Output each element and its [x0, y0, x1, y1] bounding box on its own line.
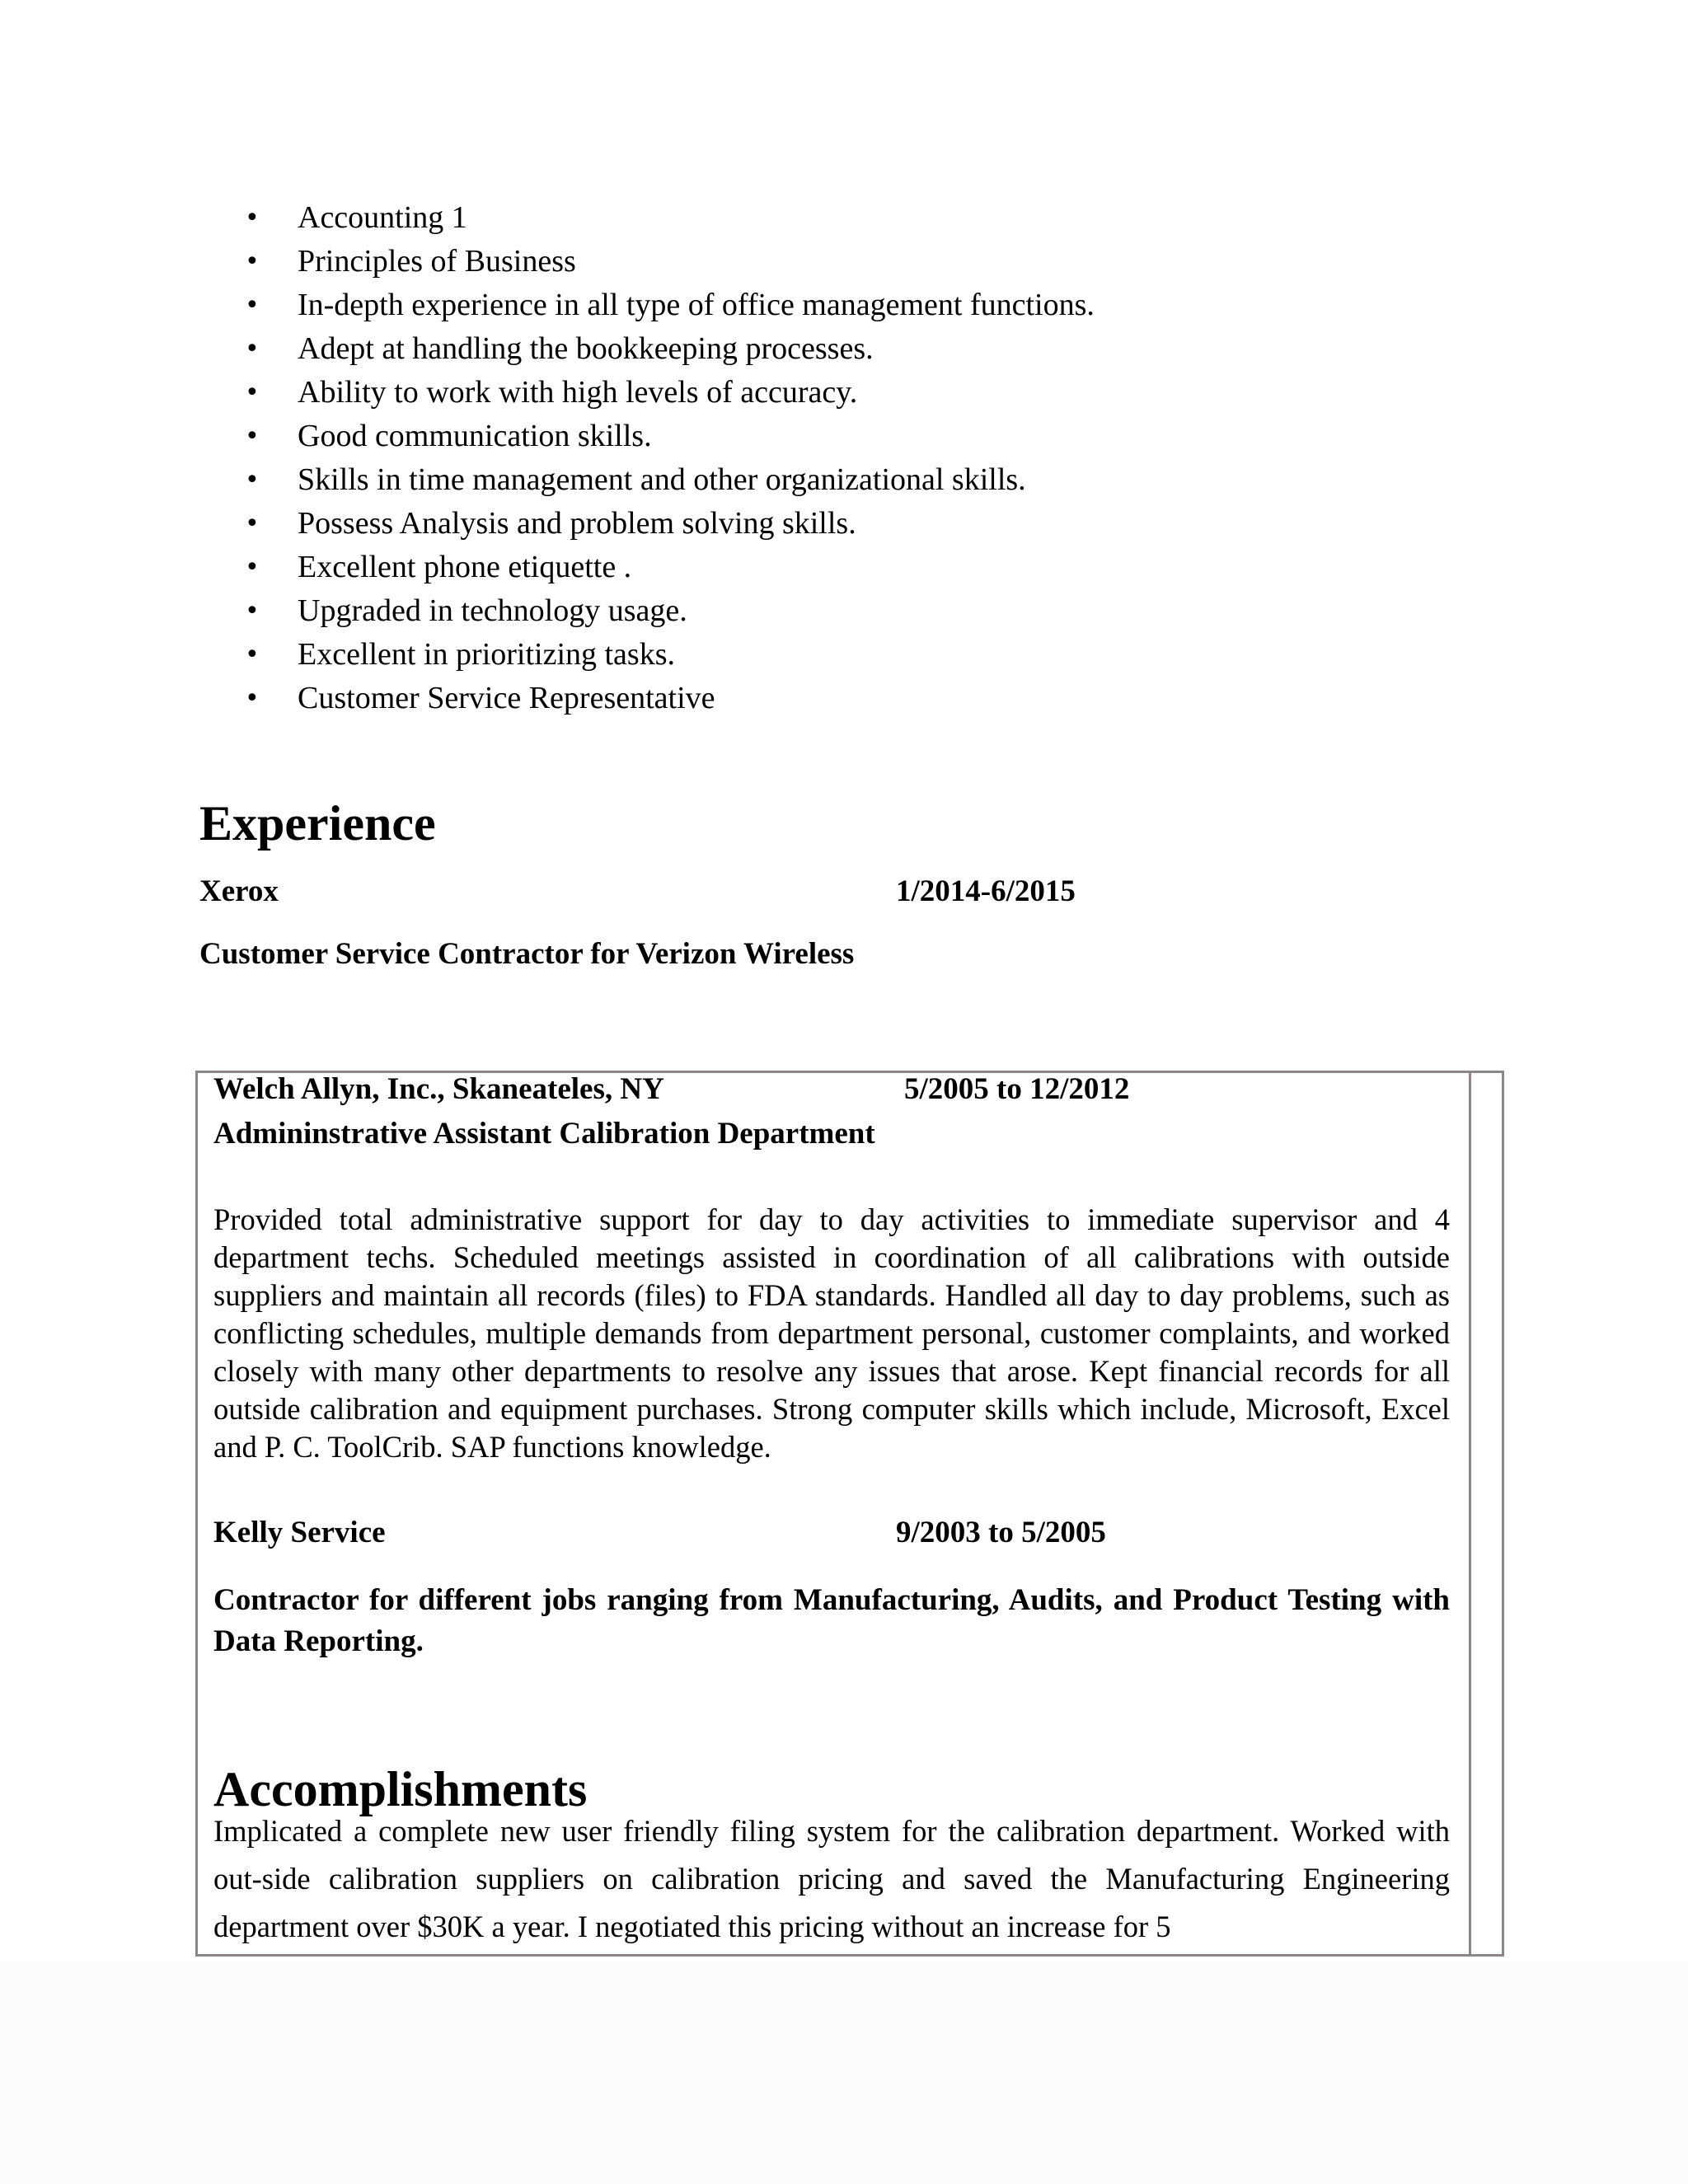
accomplishments-text: Implicated a complete new user friendly filing system for the calibration department. Worked with out-side calibration suppliers on calibration pricing and saved the Manufacturing Engineering department over $30K a year. I negotiated this pricing without an increase for 5 [213, 1814, 1450, 1943]
list-item: • Excellent in prioritizing tasks. [241, 633, 1095, 677]
bullet-icon: • [245, 335, 260, 363]
bullet-icon: • [245, 378, 260, 407]
bullet-icon: • [245, 291, 260, 320]
list-item: • Accounting 1 [241, 196, 1095, 240]
skills-list [241, 196, 1095, 720]
list-item: • Principles of Business [241, 240, 1095, 284]
list-item: • Customer Service Representative [241, 677, 1095, 720]
list-item: • Good communication skills. [241, 415, 1095, 458]
box-divider [1469, 1073, 1471, 1954]
welch-description: Provided total administrative support for day to day activities to immediate supervisor and 4 department techs. Scheduled meetings assisted in coordination of all calibrations with outside suppliers and maintain all records (files) to FDA standards. Handled all day to day problems, such as conflicting schedules, multiple demands from department personal, customer complaints, and worked closely with many other departments to resolve any issues that arose. Kept financial records for all outside calibration and equipment purchases. Strong computer skills which include, Microsoft, Excel and P. C. ToolCrib. SAP functions knowledge. [213, 1202, 1450, 1464]
bullet-icon: • [245, 204, 260, 232]
bullet-icon: • [245, 553, 260, 582]
xerox-job-title: Customer Service Contractor for Verizon Wireless [199, 937, 855, 971]
list-item: • Skills in time management and other organizational skills. [241, 458, 1095, 502]
kelly-dates: 9/2003 to 5/2005 [896, 1516, 1106, 1549]
bullet-icon: • [245, 466, 260, 494]
kelly-description: Contractor for different jobs ranging from Manufacturing, Audits, and Product Testing with Data Reporting. [213, 1583, 1450, 1658]
accomplishments-heading: Accomplishments [213, 1762, 588, 1816]
list-item: • Excellent phone etiquette . [241, 546, 1095, 589]
list-item: • Adept at handling the bookkeeping processes. [241, 327, 1095, 371]
bullet-icon: • [245, 247, 260, 276]
experience-heading: Experience [199, 796, 436, 851]
xerox-dates: 1/2014-6/2015 [896, 874, 1076, 908]
bullet-icon: • [245, 640, 260, 669]
kelly-company: Kelly Service [213, 1516, 386, 1549]
bullet-icon: • [245, 422, 260, 451]
welch-dates: 5/2005 to 12/2012 [904, 1072, 1130, 1106]
welch-company: Welch Allyn, Inc., Skaneateles, NY [213, 1072, 664, 1106]
list-item: • Ability to work with high levels of accuracy. [241, 371, 1095, 415]
xerox-company: Xerox [199, 874, 279, 908]
welch-job-title: Admininstrative Assistant Calibration Department [213, 1117, 875, 1151]
list-item: • In-depth experience in all type of office management functions. [241, 284, 1095, 327]
page-lower-area [0, 1961, 1688, 2184]
list-item: • Possess Analysis and problem solving skills. [241, 502, 1095, 546]
list-item: • Upgraded in technology usage. [241, 589, 1095, 633]
bullet-icon: • [245, 684, 260, 713]
bullet-icon: • [245, 597, 260, 626]
bullet-icon: • [245, 509, 260, 538]
